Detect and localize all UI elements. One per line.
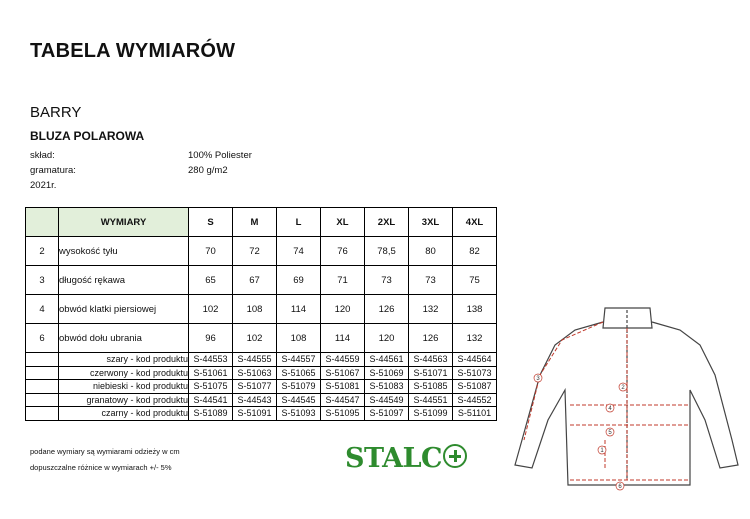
header-measure-label: WYMIARY: [59, 208, 189, 237]
cell-value: 73: [409, 266, 453, 295]
cell-value: 71: [321, 266, 365, 295]
cell-value: S-51069: [365, 366, 409, 380]
note-measurements: podane wymiary są wymiarami odzieży w cm: [30, 447, 180, 456]
row-label: czarny - kod produktu: [59, 407, 189, 421]
cell-value: S-44551: [409, 393, 453, 407]
stalco-logo: [345, 443, 467, 474]
row-index: [26, 366, 59, 380]
row-index: [26, 380, 59, 394]
spec-value-weight: 280 g/m2: [188, 165, 228, 176]
cell-value: S-44553: [189, 353, 233, 367]
row-label: granatowy - kod produktu: [59, 393, 189, 407]
cell-value: S-51085: [409, 380, 453, 394]
cell-value: S-51093: [277, 407, 321, 421]
table-row: [26, 366, 497, 380]
row-label: czerwony - kod produktu: [59, 366, 189, 380]
cell-value: S-51081: [321, 380, 365, 394]
cell-value: S-51067: [321, 366, 365, 380]
table-row: [26, 237, 497, 266]
cell-value: S-44552: [453, 393, 497, 407]
cell-value: S-44547: [321, 393, 365, 407]
cell-value: S-51087: [453, 380, 497, 394]
diagram-marker-3: 3: [536, 376, 540, 382]
row-label: długość rękawa: [59, 266, 189, 295]
cell-value: S-51073: [453, 366, 497, 380]
cell-value: 65: [189, 266, 233, 295]
table-row: [26, 353, 497, 367]
diagram-marker-5: 5: [608, 430, 612, 436]
cell-value: S-44549: [365, 393, 409, 407]
row-label: obwód dołu ubrania: [59, 324, 189, 353]
cell-value: S-51091: [233, 407, 277, 421]
cell-value: S-51079: [277, 380, 321, 394]
diagram-marker-6: 6: [618, 484, 622, 490]
cell-value: S-44555: [233, 353, 277, 367]
cell-value: 114: [321, 324, 365, 353]
header-size-l: L: [277, 208, 321, 237]
cell-value: 120: [321, 295, 365, 324]
header-size-2xl: 2XL: [365, 208, 409, 237]
cell-value: S-51063: [233, 366, 277, 380]
header-size-s: S: [189, 208, 233, 237]
cell-value: 78,5: [365, 237, 409, 266]
cell-value: S-51089: [189, 407, 233, 421]
cell-value: 74: [277, 237, 321, 266]
table-row: [26, 380, 497, 394]
cell-value: 69: [277, 266, 321, 295]
cell-value: 96: [189, 324, 233, 353]
header-size-4xl: 4XL: [453, 208, 497, 237]
cell-value: S-51083: [365, 380, 409, 394]
logo-plus-icon: [443, 444, 467, 468]
row-label: niebieski - kod produktu: [59, 380, 189, 394]
cell-value: S-51097: [365, 407, 409, 421]
cell-value: 102: [233, 324, 277, 353]
cell-value: S-51077: [233, 380, 277, 394]
row-label: wysokość tyłu: [59, 237, 189, 266]
cell-value: 132: [409, 295, 453, 324]
cell-value: 102: [189, 295, 233, 324]
spec-label-weight: gramatura:: [30, 165, 76, 176]
cell-value: 80: [409, 237, 453, 266]
header-size-xl: XL: [321, 208, 365, 237]
diagram-marker-4: 4: [608, 406, 612, 412]
table-row: [26, 295, 497, 324]
cell-value: S-44563: [409, 353, 453, 367]
table-row: [26, 324, 497, 353]
cell-value: 76: [321, 237, 365, 266]
logo-text: STALC: [345, 443, 443, 474]
cell-value: 126: [365, 295, 409, 324]
cell-value: 73: [365, 266, 409, 295]
table-row: [26, 393, 497, 407]
cell-value: 72: [233, 237, 277, 266]
cell-value: 114: [277, 295, 321, 324]
diagram-marker-1: 1: [600, 448, 604, 454]
header-size-3xl: 3XL: [409, 208, 453, 237]
row-index: 3: [26, 266, 59, 295]
cell-value: S-51095: [321, 407, 365, 421]
cell-value: S-51099: [409, 407, 453, 421]
cell-value: 67: [233, 266, 277, 295]
header-blank-cell: [26, 208, 59, 237]
row-index: [26, 353, 59, 367]
cell-value: 132: [453, 324, 497, 353]
row-index: 2: [26, 237, 59, 266]
cell-value: S-44564: [453, 353, 497, 367]
cell-value: S-51075: [189, 380, 233, 394]
cell-value: S-44545: [277, 393, 321, 407]
note-tolerance: dopuszczalne różnice w wymiarach +/- 5%: [30, 463, 172, 472]
spec-value-composition: 100% Poliester: [188, 150, 252, 161]
row-index: 4: [26, 295, 59, 324]
cell-value: S-51061: [189, 366, 233, 380]
size-table: [25, 207, 497, 421]
table-row: [26, 407, 497, 421]
cell-value: S-51065: [277, 366, 321, 380]
cell-value: S-44561: [365, 353, 409, 367]
product-name: BARRY: [30, 104, 82, 121]
cell-value: S-44557: [277, 353, 321, 367]
garment-diagram-icon: [510, 300, 745, 500]
cell-value: S-44541: [189, 393, 233, 407]
cell-value: 138: [453, 295, 497, 324]
page-title: TABELA WYMIARÓW: [30, 40, 236, 62]
table-row: [26, 266, 497, 295]
row-label: szary - kod produktu: [59, 353, 189, 367]
cell-value: S-44543: [233, 393, 277, 407]
cell-value: 108: [277, 324, 321, 353]
row-index: [26, 407, 59, 421]
cell-value: S-51101: [453, 407, 497, 421]
row-label: obwód klatki piersiowej: [59, 295, 189, 324]
cell-value: 70: [189, 237, 233, 266]
row-index: [26, 393, 59, 407]
spec-label-year: 2021r.: [30, 180, 57, 191]
cell-value: 120: [365, 324, 409, 353]
cell-value: 108: [233, 295, 277, 324]
cell-value: 82: [453, 237, 497, 266]
cell-value: 126: [409, 324, 453, 353]
cell-value: S-44559: [321, 353, 365, 367]
cell-value: 75: [453, 266, 497, 295]
spec-label-composition: skład:: [30, 150, 55, 161]
product-type: BLUZA POLAROWA: [30, 129, 145, 143]
table-header-row: [26, 208, 497, 237]
diagram-marker-2: 2: [621, 385, 625, 391]
cell-value: S-51071: [409, 366, 453, 380]
header-size-m: M: [233, 208, 277, 237]
row-index: 6: [26, 324, 59, 353]
